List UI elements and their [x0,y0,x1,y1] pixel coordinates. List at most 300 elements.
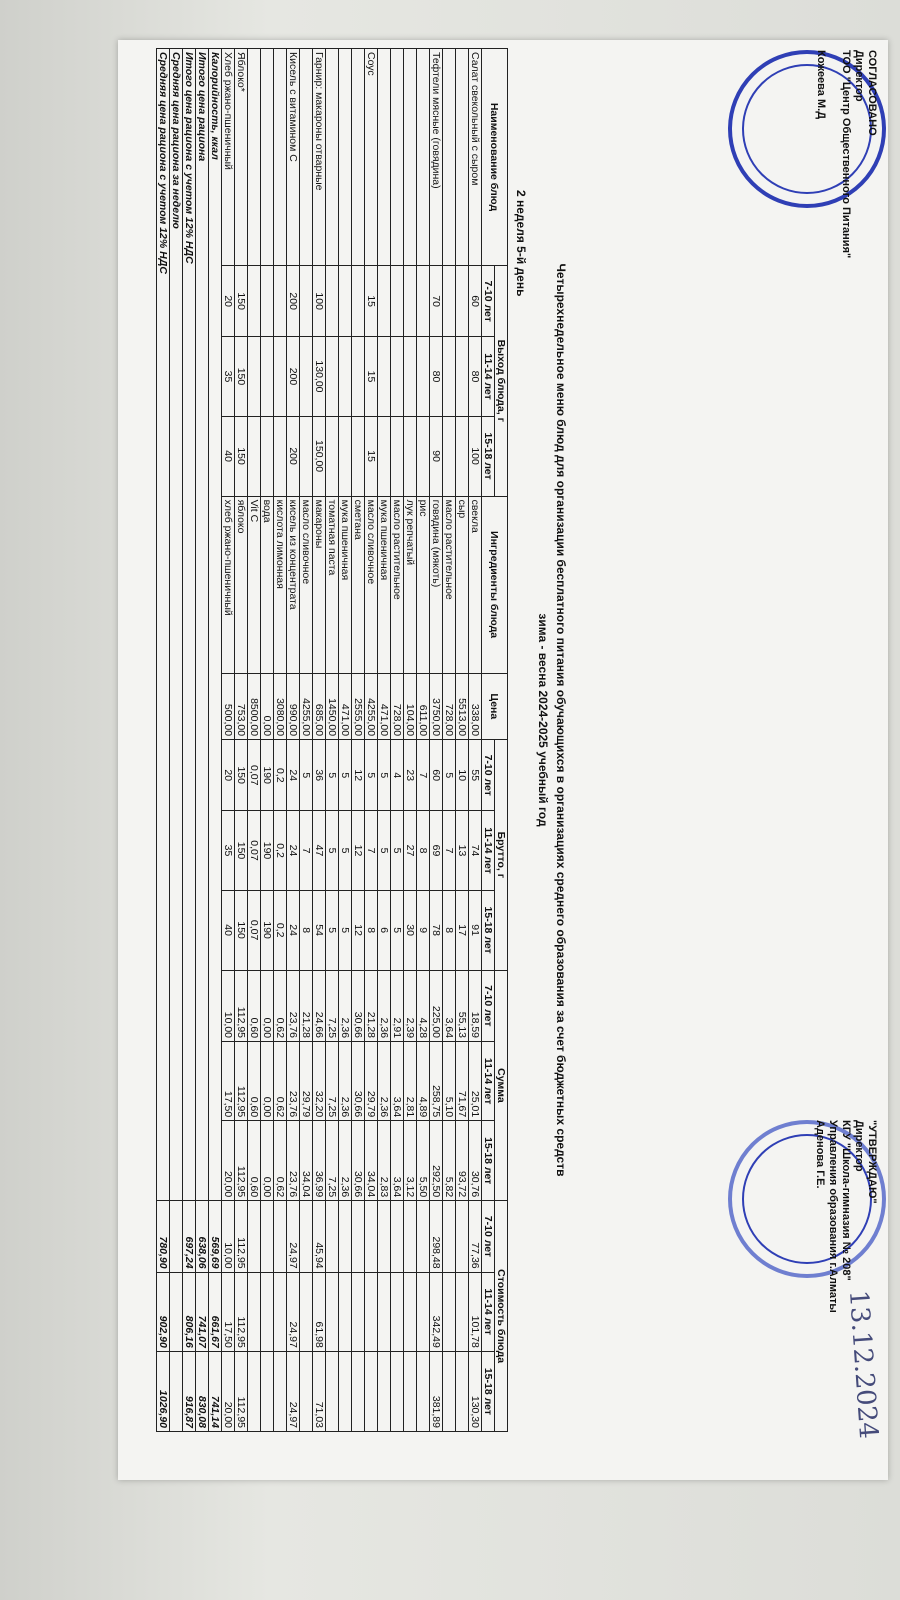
table-cell [352,416,365,496]
table-cell [443,1351,456,1431]
table-cell: 6 [378,890,391,970]
header-brutto: Брутто, г [495,740,508,971]
table-cell: 611,00 [417,673,430,739]
table-cell: 7 [300,811,313,890]
table-cell: 10 [456,740,469,811]
table-cell [378,49,391,266]
table-cell: 292,50 [430,1121,443,1201]
table-cell [456,1272,469,1351]
table-cell: 2,36 [378,970,391,1041]
table-cell [456,1351,469,1431]
table-cell: 24,97 [287,1272,300,1351]
table-cell: 71,03 [313,1351,326,1431]
total-row [183,49,196,1432]
table-cell: 200 [287,416,300,496]
table-cell [352,1351,365,1431]
table-cell [378,337,391,416]
table-cell [261,1272,274,1351]
table-cell: 34,04 [365,1121,378,1201]
table-cell: 5,10 [443,1042,456,1121]
document-title: Четырехнедельное меню блюд для организации бесплатного питания обучающихся в организациях среднего образования за счет бюджетных средств [554,263,568,1177]
header-age: 11-14 лет [482,1272,495,1351]
table-cell: 150 [235,266,248,337]
table-cell: 7 [443,811,456,890]
table-cell: 18,59 [469,970,482,1041]
table-cell [378,416,391,496]
table-cell: 5 [443,740,456,811]
table-cell: макароны [313,496,326,673]
table-cell: 78 [430,890,443,970]
table-cell: 500,00 [222,673,235,739]
table-cell: 190 [261,740,274,811]
table-cell: 4255,00 [365,673,378,739]
table-cell [404,1351,417,1431]
table-cell: 17 [456,890,469,970]
table-cell: мука пшеничная [378,496,391,673]
table-row [352,49,365,1432]
table-cell: 30,66 [352,970,365,1041]
header-dish-name: Наименование блюд [482,49,508,266]
table-cell [261,49,274,266]
approval-left-org: ТОО "Центр Общественного Питания" [840,50,852,259]
table-cell: кислота лимонная [274,496,287,673]
table-cell: 338,00 [469,673,482,739]
table-cell [352,1272,365,1351]
table-cell [248,49,261,266]
table-cell: 5 [326,740,339,811]
total-cell: 1026,90 [157,1351,170,1431]
table-cell: вода [261,496,274,673]
table-cell: 30 [404,890,417,970]
table-cell [248,266,261,337]
table-cell [456,49,469,266]
table-cell: 30,66 [352,1042,365,1121]
header-age: 15-18 лет [482,416,495,496]
table-cell: 298,48 [430,1201,443,1272]
table-cell [326,1272,339,1351]
table-cell: 0,00 [261,970,274,1041]
table-row [404,49,417,1432]
approval-right-dept: Управления образования г.Алматы [827,1120,839,1313]
table-cell: 20,00 [222,1351,235,1431]
table-cell: 5,82 [443,1121,456,1201]
approval-block-left [814,50,878,258]
table-cell: 27 [404,811,417,890]
table-cell [404,1272,417,1351]
header-age: 7-10 лет [482,1201,495,1272]
table-cell [326,1351,339,1431]
table-cell: 2,36 [378,1042,391,1121]
table-cell: 5 [339,811,352,890]
table-cell: 5 [339,740,352,811]
table-row [391,49,404,1432]
table-cell: 100 [313,266,326,337]
table-cell: Vit C [248,496,261,673]
table-cell: 60 [430,740,443,811]
table-cell [391,49,404,266]
table-cell: Кисель с витамином С [287,49,300,266]
total-row [209,49,222,1432]
table-cell: 130,00 [313,337,326,416]
header-age: 7-10 лет [482,266,495,337]
table-cell: 5,50 [417,1121,430,1201]
table-cell: 112,95 [235,970,248,1041]
table-cell: 35 [222,337,235,416]
approval-left-name: Кожеева М.Д [815,50,827,120]
table-cell [417,49,430,266]
table-cell: 0,2 [274,811,287,890]
table-cell: 3,12 [404,1121,417,1201]
table-cell [391,1201,404,1272]
table-cell: 112,95 [235,1042,248,1121]
table-cell [391,1272,404,1351]
table-cell: 0,62 [274,1042,287,1121]
total-cell: 916,87 [183,1351,196,1431]
table-cell: кисель из концентрата [287,496,300,673]
table-cell [326,49,339,266]
table-cell [248,1201,261,1272]
table-cell: 23,76 [287,970,300,1041]
table-cell: 8 [443,890,456,970]
table-cell: 5 [378,811,391,890]
header-sum: Сумма [495,970,508,1201]
table-cell: Гарнир: макароны отварные [313,49,326,266]
table-cell: 150 [235,740,248,811]
table-cell [261,1351,274,1431]
table-cell: 45,94 [313,1201,326,1272]
table-row [326,49,339,1432]
table-cell: 150 [235,416,248,496]
table-cell: 17,50 [222,1272,235,1351]
table-cell: 2,36 [339,1121,352,1201]
table-cell: 0,07 [248,811,261,890]
table-cell [352,337,365,416]
approval-right-title: "УТВЕРЖДАЮ" [866,1120,878,1204]
header-age: 7-10 лет [482,970,495,1041]
table-cell [300,337,313,416]
table-cell [352,266,365,337]
table-cell: Хлеб ржано-пшеничный [222,49,235,266]
table-cell [443,49,456,266]
table-cell [456,1201,469,1272]
table-cell [261,1201,274,1272]
total-label: Средняя цена рациона за неделю [170,49,183,1201]
table-cell: 12 [352,811,365,890]
table-cell: 24,66 [313,970,326,1041]
total-cell: 661,67 [209,1272,222,1351]
header-cost: Стоимость блюда [495,1201,508,1432]
total-cell [170,1351,183,1431]
total-label: Итого цена рациона [196,49,209,1201]
table-cell [300,266,313,337]
table-cell: сыр [456,496,469,673]
table-cell [300,1201,313,1272]
table-cell: 7 [365,811,378,890]
table-cell [248,1351,261,1431]
table-cell: сметана [352,496,365,673]
table-cell: 381,89 [430,1351,443,1431]
table-cell [274,1272,287,1351]
header-price: Цена [482,673,508,739]
table-cell: 12 [352,740,365,811]
table-cell: 24,97 [287,1201,300,1272]
rotated-document [118,40,888,1440]
table-cell: 2,81 [404,1042,417,1121]
table-cell [456,266,469,337]
table-cell [417,266,430,337]
table-cell: 20,00 [222,1121,235,1201]
table-cell: 190 [261,811,274,890]
table-cell: 69 [430,811,443,890]
table-cell: 990,00 [287,673,300,739]
table-cell [300,416,313,496]
table-cell: 471,00 [378,673,391,739]
table-cell: 80 [469,337,482,416]
table-cell [326,1201,339,1272]
table-cell: 100 [469,416,482,496]
table-cell: 24 [287,740,300,811]
table-cell: 9 [417,890,430,970]
total-label: Средняя цена рациона с учетом 12% НДС [157,49,170,1201]
table-cell: 30,76 [469,1121,482,1201]
table-cell: 30,66 [352,1121,365,1201]
table-cell [339,49,352,266]
table-cell: 258,75 [430,1042,443,1121]
table-cell [404,337,417,416]
table-cell: 112,95 [235,1121,248,1201]
table-cell: 24 [287,811,300,890]
table-row [430,49,443,1432]
table-cell: 10,00 [222,970,235,1041]
table-cell: 0,07 [248,890,261,970]
table-cell: 55 [469,740,482,811]
table-cell: 24 [287,890,300,970]
table-cell: 4255,00 [300,673,313,739]
table-cell [391,416,404,496]
table-cell: 8 [417,811,430,890]
table-cell [378,1351,391,1431]
table-cell: 91 [469,890,482,970]
table-cell: хлеб ржано-пшеничный [222,496,235,673]
table-cell [404,49,417,266]
table-cell [339,416,352,496]
total-cell: 638,06 [196,1201,209,1272]
table-cell: 21,28 [300,970,313,1041]
table-row [235,49,248,1432]
table-cell: 5 [365,740,378,811]
table-cell [365,1201,378,1272]
table-cell: 32,20 [313,1042,326,1121]
table-cell: 2,36 [339,1042,352,1121]
table-cell: 40 [222,890,235,970]
table-cell: 71,67 [456,1042,469,1121]
header-ingredients: Ингредиенты блюда [482,496,508,673]
handwritten-date: 13.12.2024 [842,1289,884,1440]
table-cell: 130,30 [469,1351,482,1431]
table-cell: 0,60 [248,1121,261,1201]
table-cell: 23 [404,740,417,811]
table-cell: 728,00 [391,673,404,739]
table-cell [248,337,261,416]
header-age: 11-14 лет [482,337,495,416]
table-cell: 7,25 [326,970,339,1041]
total-cell: 741,14 [209,1351,222,1431]
header-output: Выход блюда, г [495,266,508,497]
table-cell: мука пшеничная [339,496,352,673]
table-cell [274,49,287,266]
table-cell [261,266,274,337]
approval-right-name: Аденова Г.Е. [814,1120,826,1189]
header-age: 7-10 лет [482,740,495,811]
table-cell: Яблоко* [235,49,248,266]
table-cell: 101,78 [469,1272,482,1351]
table-cell: 728,00 [443,673,456,739]
table-cell: 112,95 [235,1201,248,1272]
menu-table [156,48,508,1432]
table-cell: 5 [391,811,404,890]
table-cell: 77,36 [469,1201,482,1272]
total-cell: 741,07 [196,1272,209,1351]
table-cell: 0,00 [261,1042,274,1121]
table-row [313,49,326,1432]
table-cell: 25,01 [469,1042,482,1121]
table-cell: 753,00 [235,673,248,739]
total-cell: 780,90 [157,1201,170,1272]
table-cell: 3,64 [391,1042,404,1121]
table-row [456,49,469,1432]
table-cell: 3,64 [391,1121,404,1201]
table-cell: 54 [313,890,326,970]
table-cell [339,337,352,416]
table-cell: говядина (мякоть) [430,496,443,673]
table-cell: 200 [287,266,300,337]
table-cell [352,1201,365,1272]
table-cell: 0,2 [274,740,287,811]
total-cell [170,1272,183,1351]
table-cell: 0,60 [248,970,261,1041]
table-cell: 225,00 [430,970,443,1041]
table-cell: 8 [365,890,378,970]
table-cell: 24,97 [287,1351,300,1431]
table-cell [456,416,469,496]
header-age: 15-18 лет [482,1121,495,1201]
table-cell [417,337,430,416]
table-row [469,49,482,1432]
table-cell: 5 [339,890,352,970]
table-cell: 36,99 [313,1121,326,1201]
table-cell [417,1201,430,1272]
table-cell [404,1201,417,1272]
table-cell: 3750,00 [430,673,443,739]
table-cell: 55,13 [456,970,469,1041]
total-label: Калорийность, ккал [209,49,222,1201]
total-row [157,49,170,1432]
table-cell: 342,49 [430,1272,443,1351]
table-cell [443,266,456,337]
total-cell: 806,16 [183,1272,196,1351]
table-cell: 2,91 [391,970,404,1041]
table-cell: 5 [378,740,391,811]
table-cell: 8500,00 [248,673,261,739]
table-cell: 5 [391,890,404,970]
total-cell: 902,90 [157,1272,170,1351]
table-cell: 61,98 [313,1272,326,1351]
table-cell: 4,28 [417,970,430,1041]
total-label: Итого цена рациона с учетом 12% НДС [183,49,196,1201]
table-cell [391,337,404,416]
table-cell: Салат свекольный с сыром [469,49,482,266]
table-cell: лук репчатый [404,496,417,673]
table-cell [404,266,417,337]
table-cell: 7,25 [326,1121,339,1201]
table-cell: 112,95 [235,1351,248,1431]
total-row [170,49,183,1432]
document-subtitle: зима - весна 2024-2025 учебный год [536,613,550,827]
table-cell: 471,00 [339,673,352,739]
table-cell: 5513,00 [456,673,469,739]
table-cell: 104,00 [404,673,417,739]
table-cell [274,266,287,337]
table-cell [417,1351,430,1431]
table-cell [326,416,339,496]
table-cell: 2,83 [378,1121,391,1201]
total-cell: 569,69 [209,1201,222,1272]
table-row [378,49,391,1432]
table-cell: 5 [326,811,339,890]
total-cell: 697,24 [183,1201,196,1272]
table-cell [326,337,339,416]
approval-left-role: Директор [853,50,865,102]
table-cell: 5 [300,740,313,811]
table-cell: свекла [469,496,482,673]
table-row [339,49,352,1432]
table-cell: 190 [261,890,274,970]
table-cell [443,1201,456,1272]
table-cell: 150 [235,337,248,416]
table-cell: 150 [235,811,248,890]
table-cell: 0,00 [261,673,274,739]
table-cell: 17,50 [222,1042,235,1121]
table-cell [417,416,430,496]
table-cell [456,337,469,416]
table-cell: Соус [365,49,378,266]
table-cell [378,1201,391,1272]
table-cell: 20 [222,740,235,811]
table-cell: 74 [469,811,482,890]
total-row [196,49,209,1432]
table-cell: рис [417,496,430,673]
table-cell [443,1272,456,1351]
table-cell: 10,00 [222,1201,235,1272]
table-cell [417,1272,430,1351]
table-cell: 1450,00 [326,673,339,739]
table-cell: 15 [365,337,378,416]
table-cell: 29,79 [365,1042,378,1121]
table-cell: 4 [391,740,404,811]
approval-left-title: СОГЛАСОВАНО [866,50,878,136]
table-row [261,49,274,1432]
table-cell: масло растительное [443,496,456,673]
table-cell [352,49,365,266]
table-cell [378,1272,391,1351]
table-cell: 36 [313,740,326,811]
table-cell: 0,62 [274,970,287,1041]
table-cell [274,416,287,496]
table-cell [248,416,261,496]
approval-right-org: КГУ "Школа-гимназия № 208" [840,1120,852,1281]
table-row [443,49,456,1432]
table-cell: 21,28 [365,970,378,1041]
